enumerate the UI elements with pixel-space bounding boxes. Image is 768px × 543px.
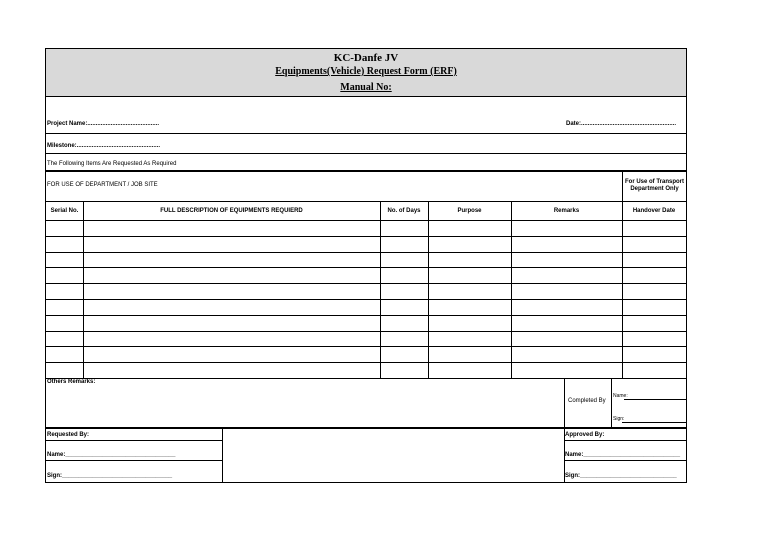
divider <box>46 153 686 154</box>
divider <box>222 428 223 482</box>
department-label: FOR USE OF DEPARTMENT / JOB SITE <box>47 182 158 188</box>
underline <box>624 399 686 400</box>
divider <box>46 133 686 134</box>
table-column-line <box>511 201 512 378</box>
divider <box>611 378 612 427</box>
divider <box>46 170 686 172</box>
column-header: Remarks <box>553 208 580 214</box>
form-title: Equipments(Vehicle) Request Form (ERF) <box>275 66 457 77</box>
completed-name-field[interactable]: Name: <box>613 393 628 399</box>
table-row <box>46 362 686 363</box>
column-header: Serial No. <box>50 208 79 214</box>
transport-use-label: For Use of Transport Department Only <box>624 179 684 192</box>
divider <box>46 427 686 429</box>
column-header: No. of Days <box>387 208 421 214</box>
table-row <box>46 378 686 379</box>
table-column-line <box>428 201 429 378</box>
column-header: Purpose <box>457 208 482 214</box>
table-column-line <box>622 201 623 378</box>
table-row <box>46 299 686 300</box>
table-row <box>46 236 686 237</box>
divider <box>564 440 686 441</box>
approved-sign-field[interactable]: Sign:_____________________________ <box>565 473 677 479</box>
company-name: KC-Danfe JV <box>333 52 399 64</box>
form-body <box>45 97 687 483</box>
divider <box>46 460 222 461</box>
table-row <box>46 331 686 332</box>
requested-name-field[interactable]: Name:_________________________________ <box>47 452 176 458</box>
column-header: FULL DESCRIPTION OF EQUIPMENTS REQUIERD <box>160 208 303 214</box>
approved-name-field[interactable]: Name:_____________________________ <box>565 452 681 458</box>
table-row <box>46 283 686 284</box>
table-row <box>46 315 686 316</box>
completed-sign-field[interactable]: Sign: <box>613 416 625 422</box>
approved-by-label: Approved By: <box>565 432 605 438</box>
table-column-line <box>83 201 84 378</box>
completed-by-label: Completed By <box>568 398 606 404</box>
divider <box>564 460 686 461</box>
manual-number: Manual No: <box>340 82 392 93</box>
table-row <box>46 252 686 253</box>
divider <box>46 440 222 441</box>
table-row <box>46 267 686 268</box>
date-field[interactable]: Date:......................................................... <box>566 121 677 127</box>
table-row <box>46 346 686 347</box>
project-name-field[interactable]: Project Name:........................................... <box>47 121 160 127</box>
table-column-line <box>380 201 381 378</box>
milestone-field[interactable]: Milestone:.................................................. <box>47 143 161 149</box>
column-header: Handover Date <box>632 208 676 214</box>
requested-by-label: Requested By: <box>47 432 90 438</box>
form-header <box>45 48 687 97</box>
requested-items-note: The Following Items Are Requested As Required <box>47 161 177 167</box>
table-row <box>46 220 686 221</box>
underline <box>622 422 686 423</box>
others-remarks-label: Others Remarks: <box>47 379 96 385</box>
divider <box>564 378 565 427</box>
requested-sign-field[interactable]: Sign:_________________________________ <box>47 473 173 479</box>
